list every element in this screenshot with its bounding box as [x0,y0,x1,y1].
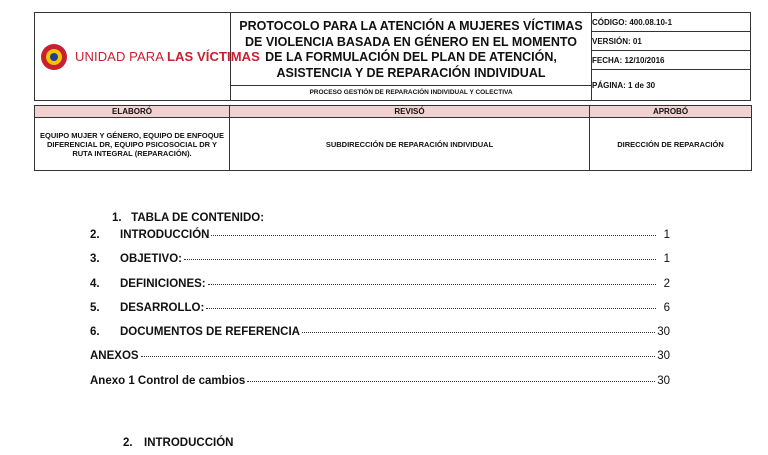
leader-dots [302,332,655,333]
pagina-field: PÁGINA: 1 de 30 [592,70,751,101]
elaboro-value: EQUIPO MUJER Y GÉNERO, EQUIPO DE ENFOQUE DIFERENCIAL DR, EQUIPO PSICOSOCIAL DR Y RUTA INTEGRAL (REPARACIÓN). [35,118,230,171]
version-field: VERSIÓN: 01 [592,32,751,51]
reviso-header: REVISÓ [230,106,590,118]
toc-entry[interactable]: 3. OBJETIVO: 1 [90,253,670,265]
toc-entry[interactable]: 4. DEFINICIONES: 2 [90,278,670,290]
leader-dots [208,284,656,285]
toc-entry[interactable]: 5. DESARROLLO: 6 [90,302,670,314]
toc-heading: 1. TABLA DE CONTENIDO: [112,212,265,224]
document-header [34,12,751,101]
toc-entry[interactable]: 2. INTRODUCCIÓN 1 [90,229,670,241]
leader-dots [247,381,655,382]
leader-dots [211,235,656,236]
elaboro-header: ELABORÓ [35,106,230,118]
reviso-value: SUBDIRECCIÓN DE REPARACIÓN INDIVIDUAL [230,118,590,171]
leader-dots [206,308,656,309]
codigo-field: CÓDIGO: 400.08.10-1 [592,13,751,32]
document-title: PROTOCOLO PARA LA ATENCIÓN A MUJERES VÍCTIMAS DE VIOLENCIA BASADA EN GÉNERO EN EL MOMENTO DE LA FORMULACIÓN DEL PLAN DE ATENCIÓN, ASISTENCIA Y DE REPARACIÓN INDIVIDUAL [231,13,592,86]
approval-table [34,105,752,171]
toc-entry[interactable]: 6. DOCUMENTOS DE REFERENCIA 30 [90,326,670,338]
leader-dots [141,356,656,357]
fecha-field: FECHA: 12/10/2016 [592,51,751,70]
logo-cell [35,13,260,101]
brand-name: UNIDAD PARA LAS VÍCTIMAS [75,49,260,64]
aprobo-header: APROBÓ [590,106,752,118]
process-name: PROCESO GESTIÓN DE REPARACIÓN INDIVIDUAL Y COLECTIVA [231,86,592,101]
unidad-victimas-logo [35,44,260,70]
leader-dots [184,259,656,260]
toc-entry-anexos[interactable]: ANEXOS 30 [90,350,670,362]
section-heading: 2. INTRODUCCIÓN [123,437,234,449]
aprobo-value: DIRECCIÓN DE REPARACIÓN [590,118,752,171]
toc-entry-anexo-1[interactable]: Anexo 1 Control de cambios 30 [90,375,670,387]
colombia-emblem-icon [41,44,67,70]
